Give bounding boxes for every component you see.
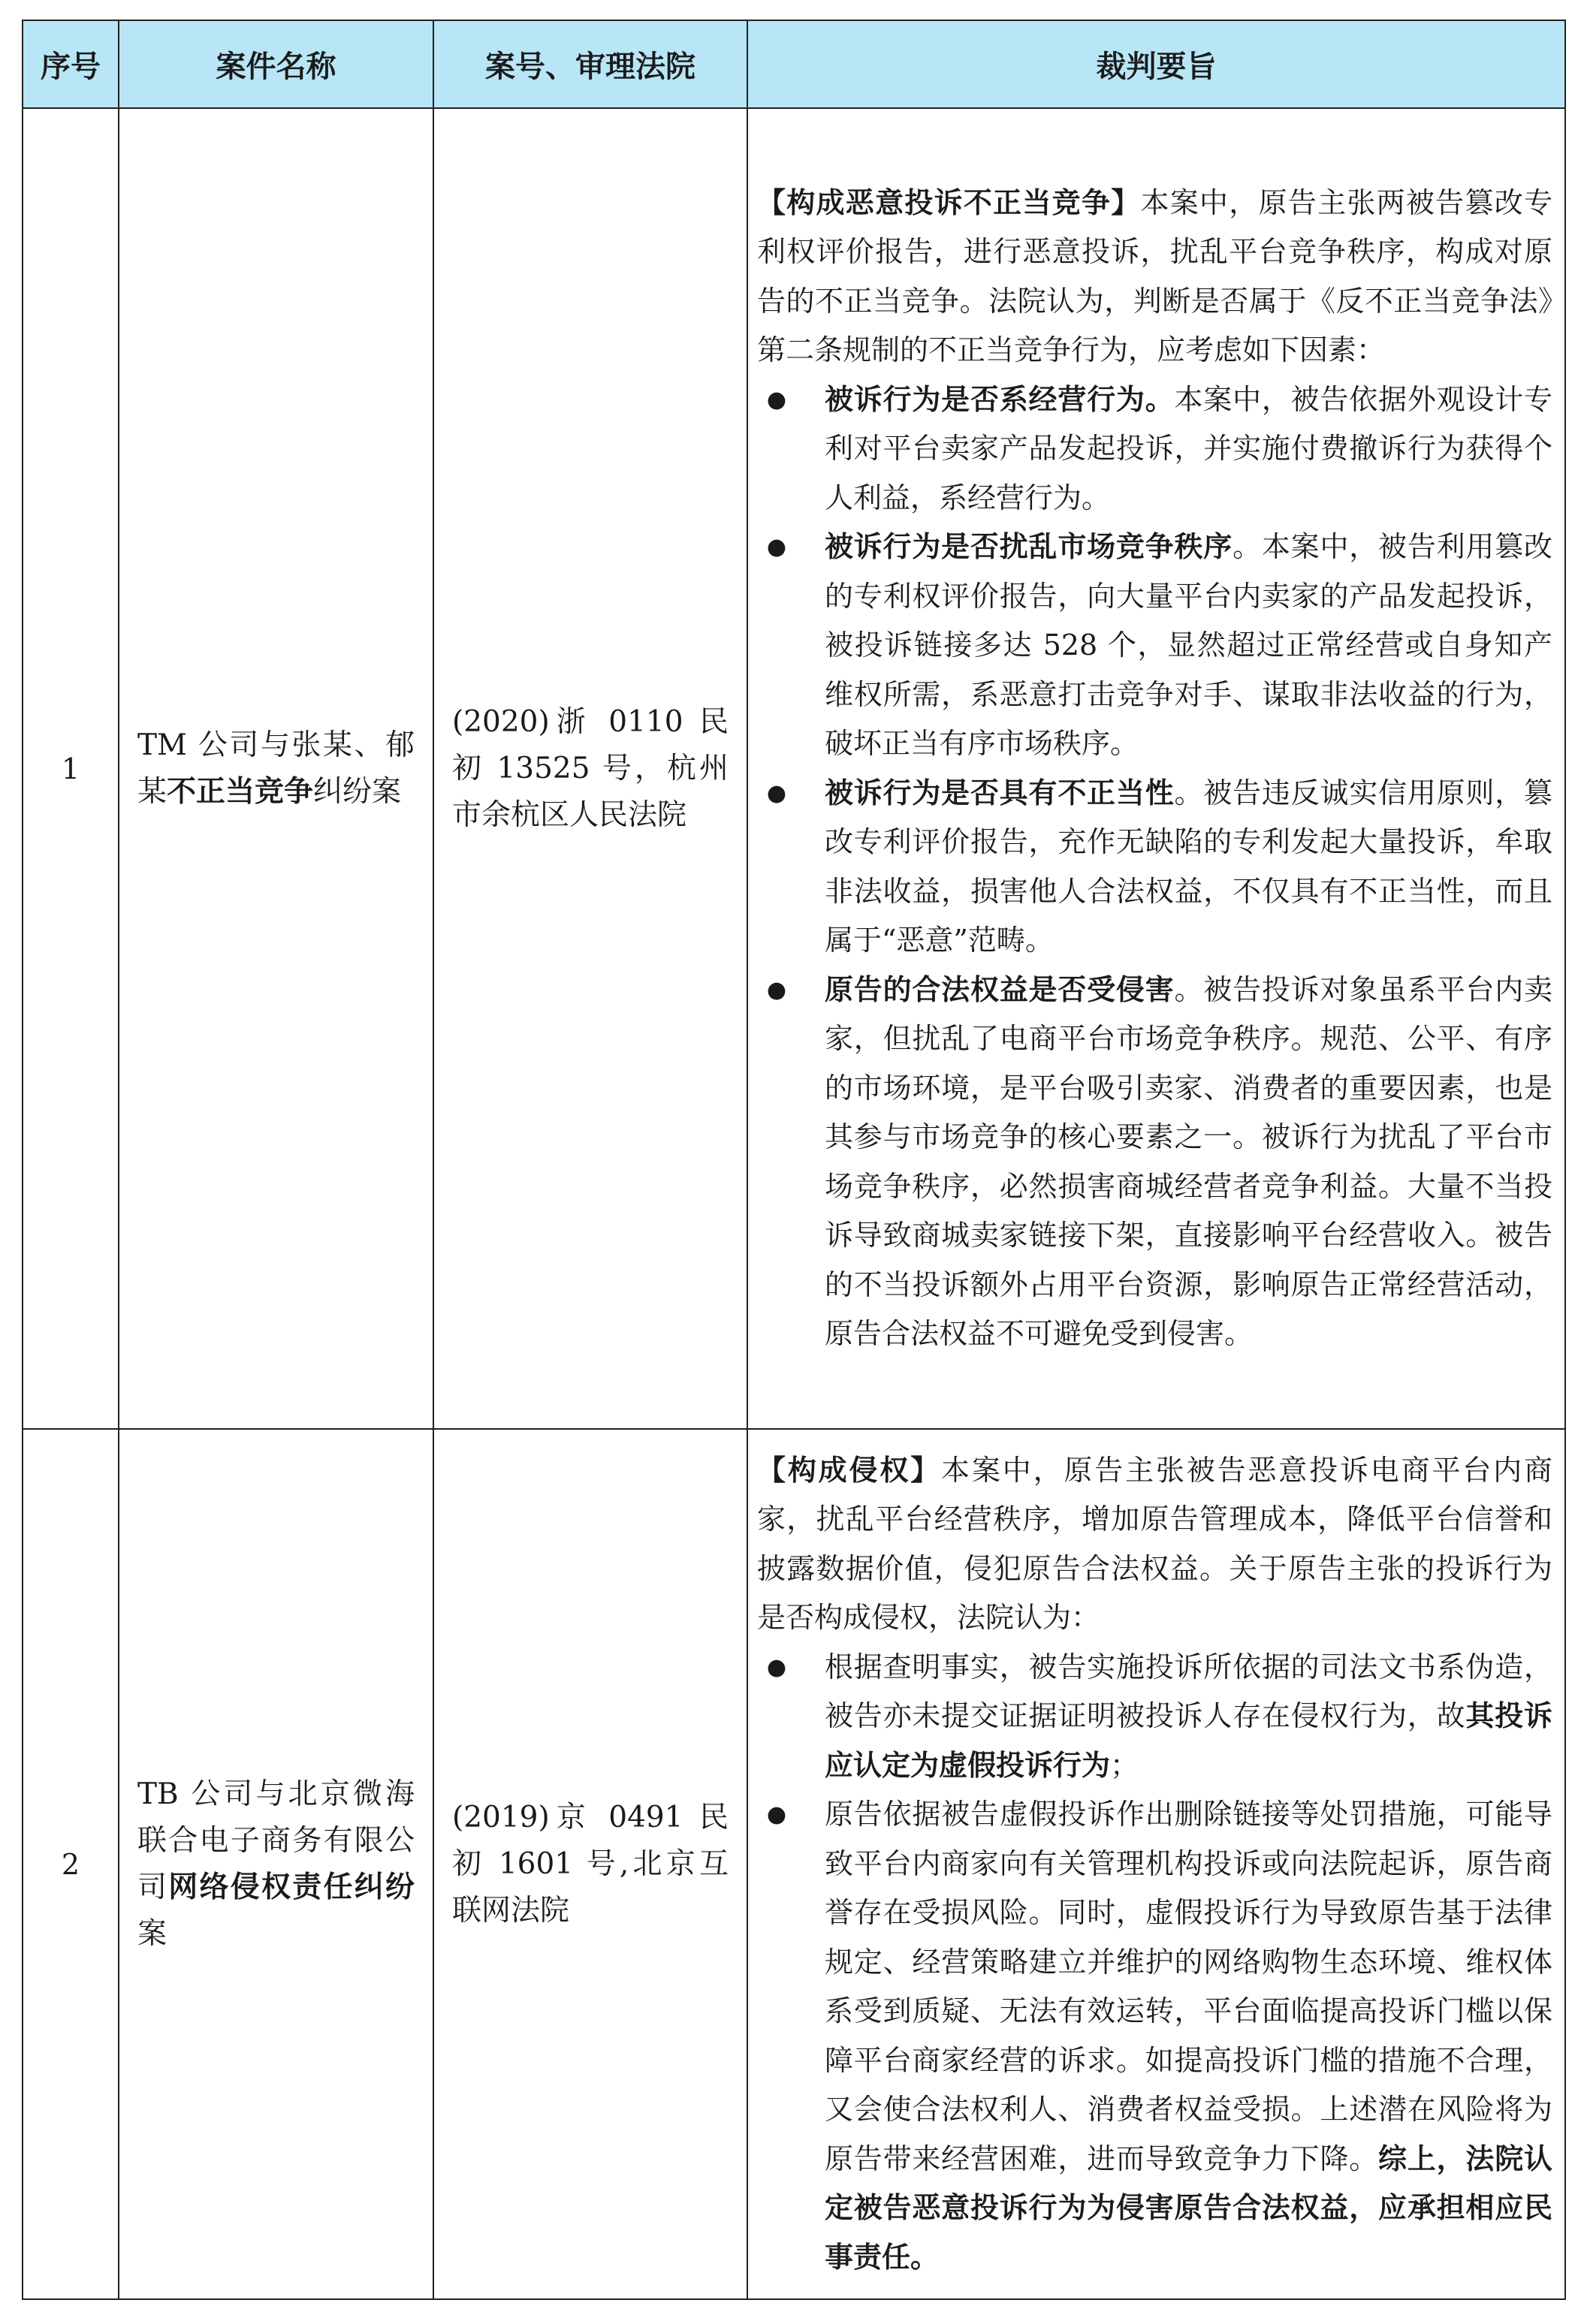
- header-judgment-gist: 裁判要旨: [747, 20, 1565, 108]
- list-item: ● 原告依据被告虚假投诉作出删除链接等处罚措施，可能导致平台内商家向有关管理机构投诉或向法院起诉，原告商誉存在受损风险。同时，虚假投诉行为导致原告基于法律规定、经营策略建立并维护的网络购物生态环境、维权体系受到质疑、无法有效运转，平台面临提高投诉门槛以保障平台商家经营的诉求。如提高投诉门槛的措施不合理，又会使合法权利人、消费者权益受损。上述潜在风险将为原告带来经营困难，进而导致竞争力下降。综上，法院认定被告恶意投诉行为为侵害原告合法权益，应承担相应民事责任。: [757, 1790, 1552, 2282]
- case-name: TM 公司与张某、郁某不正当竞争纠纷案: [119, 108, 433, 1429]
- list-item: ● 原告的合法权益是否受侵害。被告投诉对象虽系平台内卖家，但扰乱了电商平台市场竞争秩序。规范、公平、有序的市场环境，是平台吸引卖家、消费者的重要因素，也是其参与市场竞争的核心要素之一。被诉行为扰乱了平台市场竞争秩序，必然损害商城经营者竞争利益。大量不当投诉导致商城卖家链接下架，直接影响平台经营收入。被告的不当投诉额外占用平台资源，影响原告正常经营活动，原告合法权益不可避免受到侵害。: [757, 966, 1552, 1359]
- case-number-court: (2020)浙 0110 民初 13525 号，杭州市余杭区人民法院: [433, 108, 747, 1429]
- bullet-icon: ●: [766, 1801, 787, 1828]
- case-name: TB 公司与北京微海联合电子商务有限公司网络侵权责任纠纷案: [119, 1429, 433, 2299]
- row-index: 2: [23, 1429, 119, 2299]
- table-row: [23, 1429, 1565, 2299]
- header-case-number-court: 案号、审理法院: [433, 20, 747, 108]
- bullet-icon: ●: [766, 534, 787, 560]
- gist-points: [757, 375, 1552, 1359]
- gist-intro: 【构成恶意投诉不正当竞争】本案中，原告主张两被告篡改专利权评价报告，进行恶意投诉，扰乱平台竞争秩序，构成对原告的不正当竞争。法院认为，判断是否属于《反不正当竞争法》第二条规制的不正当竞争行为，应考虑如下因素：: [757, 185, 1552, 366]
- gist-tag: 【构成恶意投诉不正当竞争】: [757, 185, 1141, 219]
- judgment-gist: [747, 1429, 1565, 2299]
- case-table: [22, 20, 1566, 2300]
- header-case-name: 案件名称: [119, 20, 433, 108]
- list-item: ● 被诉行为是否系经营行为。本案中，被告依据外观设计专利对平台卖家产品发起投诉，并实施付费撤诉行为获得个人利益，系经营行为。: [757, 375, 1552, 523]
- gist-points: [757, 1643, 1552, 2283]
- judgment-gist: [747, 108, 1565, 1429]
- row-index: 1: [23, 108, 119, 1429]
- case-number-court: (2019)京 0491 民初 1601 号,北京互联网法院: [433, 1429, 747, 2299]
- bullet-icon: ●: [766, 976, 787, 1003]
- header-index: 序号: [23, 20, 119, 108]
- bullet-icon: ●: [766, 386, 787, 413]
- table-row: [23, 108, 1565, 1429]
- gist-intro: 【构成侵权】本案中，原告主张被告恶意投诉电商平台内商家，扰乱平台经营秩序，增加原告管理成本，降低平台信誉和披露数据价值，侵犯原告合法权益。关于原告主张的投诉行为是否构成侵权，法院认为：: [757, 1453, 1552, 1635]
- bullet-icon: ●: [766, 779, 787, 806]
- list-item: ● 被诉行为是否扰乱市场竞争秩序。本案中，被告利用篡改的专利权评价报告，向大量平台内卖家的产品发起投诉，被投诉链接多达 528 个，显然超过正常经营或自身知产维权所需，系恶意打击竞争对手、谋取非法收益的行为，破坏正当有序市场秩序。: [757, 523, 1552, 769]
- bullet-icon: ●: [766, 1653, 787, 1680]
- table-header-row: [23, 20, 1565, 108]
- list-item: ● 根据查明事实，被告实施投诉所依据的司法文书系伪造，被告亦未提交证据证明被投诉人存在侵权行为，故其投诉应认定为虚假投诉行为；: [757, 1643, 1552, 1791]
- gist-tag: 【构成侵权】: [757, 1453, 942, 1487]
- list-item: ● 被诉行为是否具有不正当性。被告违反诚实信用原则，篡改专利评价报告，充作无缺陷的专利发起大量投诉，牟取非法收益，损害他人合法权益，不仅具有不正当性，而且属于“恶意”范畴。: [757, 769, 1552, 966]
